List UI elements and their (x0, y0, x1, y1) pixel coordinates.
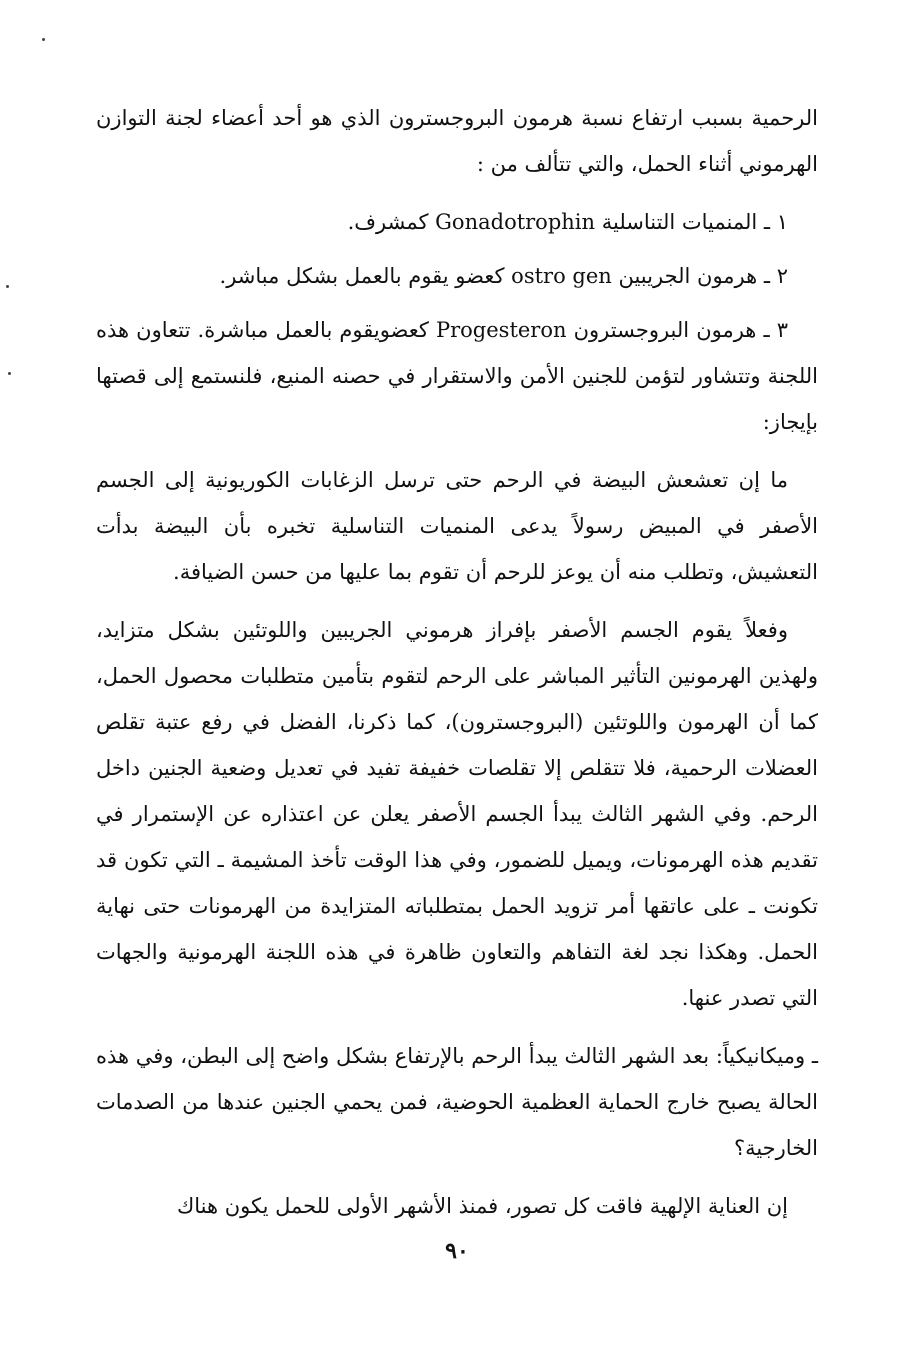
list-item-estrogen: ٢ ـ هرمون الجريبين ostro gen كعضو يقوم بالعمل بشكل مباشر. (219, 264, 788, 288)
list-item-gonadotrophin: ١ ـ المنميات التناسلية Gonadotrophin كمشرف. (347, 210, 788, 234)
page-body (96, 95, 818, 1241)
paragraph-hormone-committee: الرحمية بسبب ارتفاع نسبة هرمون البروجسترون الذي هو أحد أعضاء لجنة التوازن الهرموني أثناء الحمل، والتي تتألف من : (96, 106, 818, 176)
scan-speck (42, 38, 45, 41)
page-number: ٩٠ (445, 1238, 469, 1264)
paragraph-progesterone: ٣ ـ هرمون البروجسترون Progesteron كعضويقوم بالعمل مباشرة. تتعاون هذه اللجنة وتتشاور لتؤمن للجنين الأمن والاستقرار في حصنه المنيع، فلنستمع إلى قصتها بإيجاز: (96, 318, 818, 434)
paragraph-divine-care: إن العناية الإلهية فاقت كل تصور، فمنذ الأشهر الأولى للحمل يكون هناك (176, 1194, 788, 1218)
paragraph-corpus-luteum: وفعلاً يقوم الجسم الأصفر بإفراز هرموني الجريبين واللوتئين بشكل متزايد، ولهذين الهرمونين التأثير المباشر على الرحم لتقوم بتأمين متطلبات محصول الحمل، كما أن الهرمون واللوتئين (البروجسترون)، كما ذكرنا، الفضل في رفع عتبة تقلص العضلات الرحمية، فلا تتقلص إلا تقلصات خفيفة تفيد في تعديل وضعية الجنين داخل الرحم. وفي الشهر الثالث يبدأ الجسم الأصفر يعلن عن اعتذاره عن الإستمرار في تقديم هذه الهرمونات، ويميل للضمور، وفي هذا الوقت تأخذ المشيمة ـ التي تكون قد تكونت ـ على عاتقها أمر تزويد الحمل بمتطلباته المتزايدة من الهرمونات حتى نهاية الحمل. وهكذا نجد لغة التفاهم والتعاون ظاهرة في هذه اللجنة الهرمونية والجهات التي تصدر عنها. (96, 618, 818, 1010)
scan-speck (8, 372, 11, 375)
paragraph-mechanical: ـ وميكانيكياً: بعد الشهر الثالث يبدأ الرحم بالإرتفاع بشكل واضح إلى البطن، وفي هذه الحالة يصبح خارج الحماية العظمية الحوضية، فمن يحمي الجنين عندها من الصدمات الخارجية؟ (96, 1044, 818, 1160)
paragraph-implantation: ما إن تعشعش البيضة في الرحم حتى ترسل الزغابات الكوريونية إلى الجسم الأصفر في المبيض رسولاً يدعى المنميات التناسلية تخبره بأن البيضة بدأت التعشيش، وتطلب منه أن يوعز للرحم أن تقوم بما عليها من حسن الضيافة. (96, 468, 818, 584)
scan-speck (6, 285, 9, 288)
